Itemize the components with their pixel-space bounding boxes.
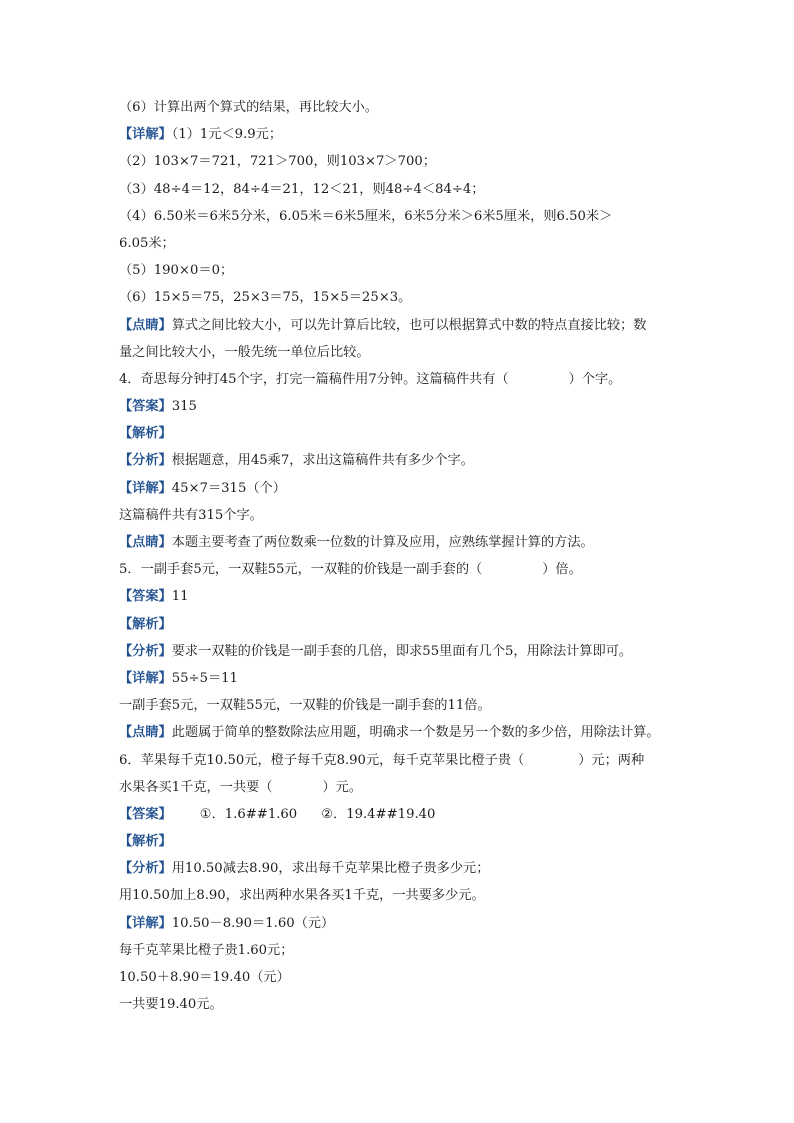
question-text: 5．一副手套5元，一双鞋55元，一双鞋的价钱是一副手套的（ (119, 562, 483, 578)
text-line (119, 855, 689, 882)
line-text: 55÷5＝11 (171, 670, 238, 686)
analysis-line (119, 828, 689, 855)
detail-tag: 【详解】 (119, 915, 172, 931)
line-text: 此题属于简单的整数除法应用题，明确求一个数是另一个数的多少倍，用除法计算。 (171, 725, 660, 741)
text-line (119, 719, 689, 746)
text-line (119, 203, 689, 230)
line-text: （6）15×5＝75，25×3＝75，15×5＝25×3。 (119, 290, 412, 306)
text-line (119, 230, 689, 257)
text-line (119, 937, 689, 964)
key-point-tag: 【点睛】 (119, 317, 172, 333)
answer-value: 11 (171, 589, 189, 605)
line-text: 量之间比较大小，一般先统一单位后比较。 (119, 344, 370, 360)
line-text: 一共要19.40元。 (119, 997, 223, 1013)
answer-line (119, 801, 689, 828)
text-line (119, 964, 689, 991)
question-text: ）元；两种 (578, 752, 645, 768)
question-text: ）元。 (322, 779, 363, 795)
text-line (119, 529, 689, 556)
text-line (119, 502, 689, 529)
line-text: 用10.50减去8.90，求出每千克苹果比橙子贵多少元； (171, 861, 490, 877)
detail-tag: 【详解】 (119, 670, 172, 686)
answer-line (119, 393, 689, 420)
analysis-tag: 【解析】 (119, 616, 172, 632)
text-line (119, 882, 689, 909)
answer-value: ②．19.4##19.40 (321, 806, 436, 822)
line-text: （5）190×0＝0； (119, 263, 234, 279)
question-6-continued (119, 774, 689, 801)
answer-tag: 【答案】 (119, 399, 172, 415)
question-6 (119, 747, 689, 774)
question-text: ）倍。 (542, 562, 582, 578)
text-line (119, 692, 689, 719)
line-text: 根据题意，用45乘7，求出这篇稿件共有多少个字。 (171, 453, 474, 469)
answer-value: ①．1.6##1.60 (199, 806, 298, 822)
key-point-tag: 【点睛】 (119, 535, 172, 550)
text-line (119, 257, 689, 284)
question-text: ）个字。 (568, 371, 622, 387)
question-5 (119, 556, 689, 583)
key-point-tag: 【点睛】 (119, 725, 172, 741)
text-line (119, 148, 689, 175)
line-text: （4）6.50米＝6米5分米，6.05米＝6米5厘米，6米5分米＞6米5厘米，则6.50米＞ (119, 208, 613, 224)
answer-line (119, 583, 689, 610)
text-line (119, 447, 689, 474)
line-text: 要求一双鞋的价钱是一副手套的几倍，即求55里面有几个5，用除法计算即可。 (171, 643, 633, 659)
question-text: 4．奇思每分钟打45个字，打完一篇稿件用7分钟。这篇稿件共有（ (119, 371, 509, 387)
line-text: 6.05米； (119, 235, 175, 251)
line-text: 本题主要考查了两位数乘一位数的计算及应用，应熟练掌握计算的方法。 (171, 535, 594, 550)
text-line (119, 284, 689, 311)
text-line (119, 475, 689, 502)
line-text: （2）103×7＝721，721＞700，则103×7＞700； (119, 154, 436, 170)
text-line (119, 991, 689, 1018)
analysis-line (119, 420, 689, 447)
line-text: 每千克苹果比橙子贵1.60元； (119, 942, 294, 958)
text-line (119, 910, 689, 937)
answer-tag: 【答案】 (119, 806, 172, 822)
line-text: （1）1元＜9.9元； (171, 127, 283, 143)
analysis-tag: 【解析】 (119, 834, 172, 850)
answer-tag: 【答案】 (119, 589, 172, 605)
line-text: 10.50－8.90＝1.60（元） (171, 915, 335, 931)
analysis-line (119, 611, 689, 638)
text-line (119, 121, 689, 148)
question-text: 水果各买1千克，一共要（ (119, 779, 273, 795)
line-text: 45×7＝315（个） (171, 480, 286, 496)
line-text: 用10.50加上8.90，求出两种水果各买1千克，一共要多少元。 (119, 888, 485, 904)
text-line (119, 339, 689, 366)
detail-tag: 【详解】 (119, 127, 172, 143)
question-4 (119, 366, 689, 393)
line-text: 算式之间比较大小，可以先计算后比较，也可以根据算式中数的特点直接比较；数 (171, 317, 647, 333)
question-text: 6．苹果每千克10.50元，橙子每千克8.90元，每千克苹果比橙子贵（ (119, 752, 525, 768)
text-line (119, 312, 689, 339)
line-text: 这篇稿件共有315个字。 (119, 507, 263, 523)
answer-value: 315 (171, 399, 197, 415)
text-line (119, 638, 689, 665)
line-text: 10.50＋8.90＝19.40（元） (119, 970, 290, 985)
analysis-tag: 【解析】 (119, 426, 172, 442)
line-text: （3）48÷4＝12，84÷4＝21，12＜21，则48÷4＜84÷4； (119, 181, 485, 197)
line-text: 一副手套5元，一双鞋55元，一双鞋的价钱是一副手套的11倍。 (119, 698, 491, 714)
text-line (119, 665, 689, 692)
document-content (119, 94, 689, 1018)
breakdown-tag: 【分析】 (119, 861, 172, 877)
text-line (119, 94, 689, 121)
text-line (119, 176, 689, 203)
breakdown-tag: 【分析】 (119, 453, 172, 469)
line-text: （6）计算出两个算式的结果，再比较大小。 (119, 100, 378, 115)
detail-tag: 【详解】 (119, 480, 172, 496)
breakdown-tag: 【分析】 (119, 643, 172, 659)
